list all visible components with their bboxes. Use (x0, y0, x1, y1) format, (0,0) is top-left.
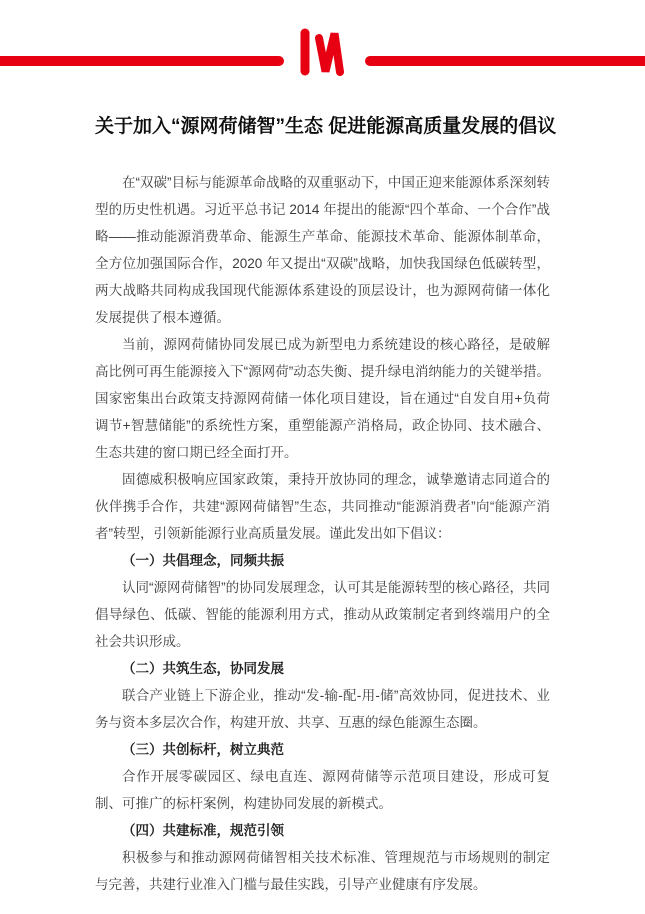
intro-paragraph: 固德威积极响应国家政策，秉持开放协同的理念，诚挚邀请志同道合的伙伴携手合作，共建“源网荷储智”生态，共同推动“能源消费者”向“能源产消者”转型，引领新能源行业高质量发展。谨此发出如下倡议： (95, 472, 550, 541)
section-paragraph: 积极参与和推动源网荷储智相关技术标准、管理规范与市场规则的制定与完善，共建行业准入门槛与最佳实践，引导产业健康有序发展。 (95, 850, 550, 892)
section-heading: （四）共建标准，规范引领 (122, 823, 284, 838)
section-heading: （二）共筑生态，协同发展 (122, 661, 284, 676)
header-rule-left (0, 56, 284, 66)
intro-paragraph: 当前，源网荷储协同发展已成为新型电力系统建设的核心路径，是破解高比例可再生能源接入下“源网荷”动态失衡、提升绿电消纳能力的关键举措。国家密集出台政策支持源网荷储一体化项目建设，旨在通过“自发自用+负荷调节+智慧储能”的系统性方案，重塑能源产消格局，政企协同、技术融合、生态共建的窗口期已经全面打开。 (95, 337, 550, 460)
section-heading: （三）共创标杆，树立典范 (122, 742, 284, 757)
document-content (95, 114, 557, 898)
intro-paragraph: 在“双碳”目标与能源革命战略的双重驱动下，中国正迎来能源体系深刻转型的历史性机遇。习近平总书记 2014 年提出的能源“四个革命、一个合作”战略——推动能源消费革命、能源生产革命、能源技术革命、能源体制革命，全方位加强国际合作，2020 年又提出“双碳”战略，加快我国绿色低碳转型，两大战略共同构成我国现代能源体系建设的顶层设计，也为源网荷储一体化发展提供了根本遵循。 (95, 175, 550, 325)
document-body (95, 169, 550, 898)
goodwe-w-logo-icon (298, 28, 344, 77)
header-rule-right (365, 56, 645, 66)
document-title: 关于加入“源网荷储智”生态 促进能源高质量发展的倡议 (95, 116, 557, 137)
section-heading: （一）共倡理念，同频共振 (122, 553, 284, 568)
section-paragraph: 联合产业链上下游企业，推动“发-输-配-用-储”高效协同，促进技术、业务与资本多层次合作，构建开放、共享、互惠的绿色能源生态圈。 (95, 688, 550, 730)
section-paragraph: 合作开展零碳园区、绿电直连、源网荷储等示范项目建设，形成可复制、可推广的标杆案例，构建协同发展的新模式。 (95, 769, 550, 811)
section-paragraph: 认同“源网荷储智”的协同发展理念，认可其是能源转型的核心路径，共同倡导绿色、低碳、智能的能源利用方式，推动从政策制定者到终端用户的全社会共识形成。 (95, 580, 550, 649)
